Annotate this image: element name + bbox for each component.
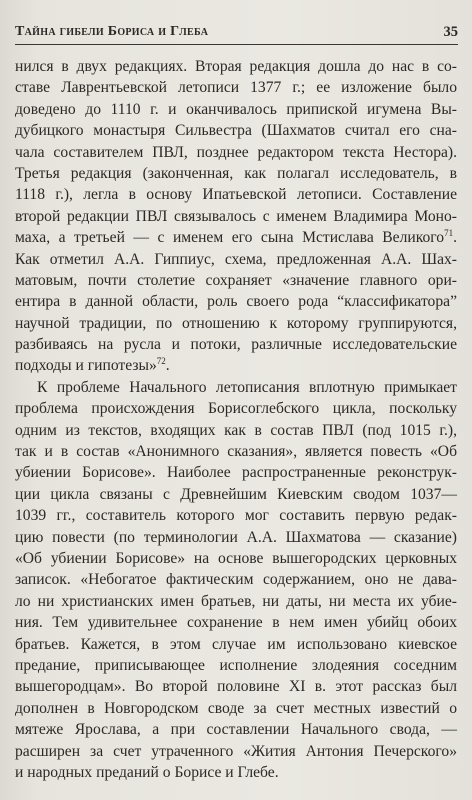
text-line: ции цикла связаны с Древнейшим Киевским сводом 1037— [15, 485, 457, 503]
body-text [15, 56, 457, 783]
text-line: записок. «Небогатое фактическим содержанием, оно не дава- [15, 571, 457, 589]
text-line: так и в состав «Анонимного сказания», является повесть «Об [15, 443, 457, 461]
text-line: разбиваясь на русла и потоки, различные исследовательские [15, 336, 457, 354]
text-line: расширен за счет утраченного «Жития Антония Печерского» [15, 742, 457, 760]
text-line: чала составителем ПВЛ, позднее редактором текста Нестора). [15, 143, 457, 161]
text-line: предание, приписывающее исполнение злодеяния соседним [15, 656, 457, 674]
text-line: одним из текстов, входящих как в состав ПВЛ (под 1015 г.), [15, 421, 457, 439]
text-line: Третья редакция (законченная, как полагал исследователь, в [15, 164, 457, 182]
running-header [15, 18, 458, 45]
text-line: вышегородцам». Во второй половине XI в. этот рассказ был [15, 678, 457, 696]
text-line: ентира в данной области, роль своего рода “классификатора” [15, 293, 457, 311]
text-line: цию повести (по терминологии А.А. Шахматова — сказание) [15, 528, 457, 546]
text-line: мятеже Ярослава, а при составлении Начального свода, — [15, 721, 457, 739]
text-line: убиении Борисове». Наиболее распространенные реконструк- [15, 464, 457, 482]
text-line: второй редакции ПВЛ связывалось с именем Владимира Моно- [15, 207, 457, 225]
text-line: дубицкого монастыря Сильвестра (Шахматов считал его сна- [15, 122, 457, 140]
text-line: «Об убиении Борисове» на основе вышегородских церковных [15, 549, 457, 567]
running-title: Тайна гибели Бориса и Глеба [15, 24, 209, 39]
text-line: подходы и гипотезы»$^{72}$. [15, 356, 170, 375]
text-line: маха, а третьей — с именем его сына Мстислава Великого$^{71}$. [15, 227, 457, 247]
text-line: ния. Тем удивительнее сохранение в нем имен убийц обоих [15, 614, 457, 632]
text-line: ло ни христианских имен братьев, ни даты, ни места их убие- [15, 592, 457, 610]
footnote-ref: 72 [156, 356, 166, 367]
text-line: дополнен в Новгородском своде за счет местных известий о [15, 699, 457, 717]
text-line: матовым, почти столетие сохраняет «значение главного ори- [15, 271, 457, 289]
text-line: проблема происхождения Борисоглебского цикла, поскольку [15, 400, 457, 418]
text-line: ставе Лаврентьевской летописи 1377 г.; ее изложение было [15, 79, 457, 97]
text-line: братьев. Кажется, в этом случае им использовано киевское [15, 635, 457, 653]
text-line: К проблеме Начального летописания вплотную примыкает [37, 378, 457, 396]
text-line: нился в двух редакциях. Вторая редакция дошла до нас в со- [15, 58, 457, 75]
text-line: доведено до 1110 г. и оканчивалось припиской игумена Вы- [15, 100, 457, 118]
text-line: 1118 г.), легла в основу Ипатьевской летописи. Составление [15, 186, 457, 204]
text-line: и народных преданий о Борисе и Глебе. [15, 763, 279, 781]
text-line: 1039 гг., составитель которого мог составить первую редак- [15, 507, 457, 525]
page-number: 35 [443, 24, 458, 40]
text-line: научной традиции, по отношению к которому группируются, [15, 314, 457, 332]
footnote-ref: 71 [444, 227, 454, 238]
text-line: Как отметил А.А. Гиппиус, схема, предложенная А.А. Шах- [15, 250, 457, 268]
